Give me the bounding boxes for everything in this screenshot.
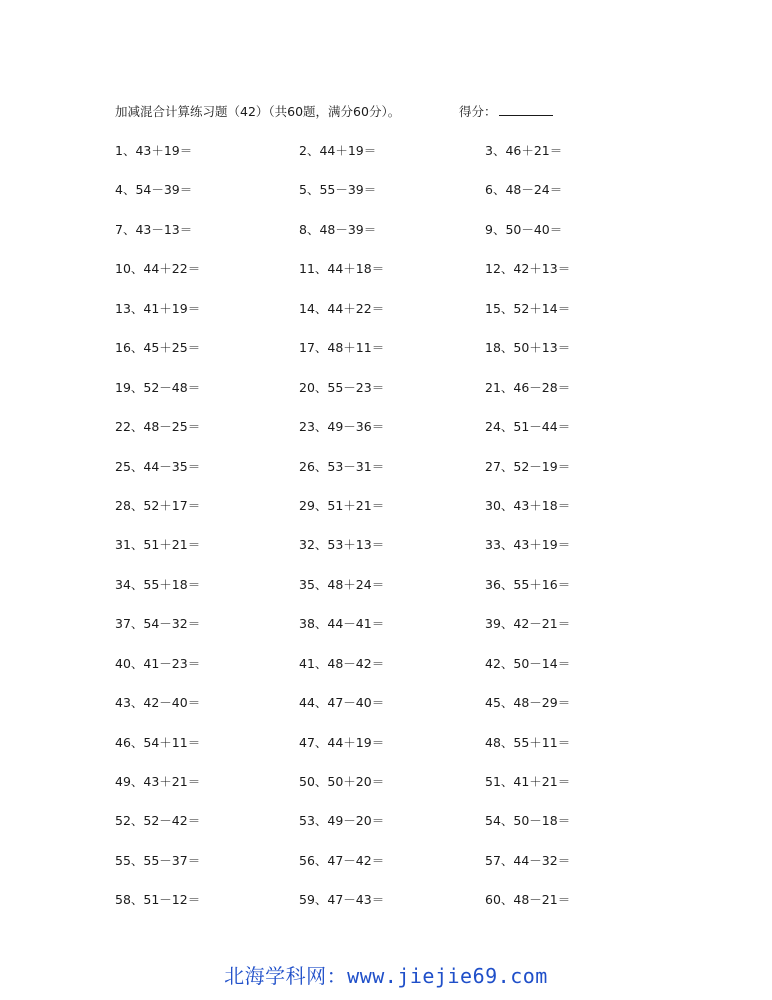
problem-item: 42、50－14＝ bbox=[485, 655, 571, 671]
problem-item: 13、41＋19＝ bbox=[115, 300, 201, 316]
problem-item: 8、48－39＝ bbox=[299, 221, 377, 237]
problem-item: 49、43＋21＝ bbox=[115, 774, 201, 789]
problem-item: 41、48－42＝ bbox=[299, 655, 385, 671]
problem-item: 38、44－41＝ bbox=[299, 616, 385, 632]
problem-item: 56、47－42＝ bbox=[299, 852, 385, 868]
problem-item: 40、41－23＝ bbox=[115, 655, 201, 671]
problem-item: 53、49－20＝ bbox=[299, 813, 385, 829]
problem-item: 36、55＋16＝ bbox=[485, 576, 571, 592]
problem-item: 27、52－19＝ bbox=[485, 458, 571, 474]
problem-item: 50、50＋20＝ bbox=[299, 774, 385, 789]
problem-item: 10、44＋22＝ bbox=[115, 261, 201, 277]
problem-item: 6、48－24＝ bbox=[485, 182, 563, 198]
problem-item: 39、42－21＝ bbox=[485, 616, 571, 632]
problem-item: 52、52－42＝ bbox=[115, 813, 201, 829]
problem-item: 19、52－48＝ bbox=[115, 379, 201, 395]
problem-item: 37、54－32＝ bbox=[115, 616, 201, 632]
problem-item: 32、53＋13＝ bbox=[299, 537, 385, 553]
problem-item: 28、52＋17＝ bbox=[115, 497, 201, 513]
problem-grid bbox=[115, 139, 675, 928]
score-blank bbox=[499, 102, 553, 116]
problem-item: 44、47－40＝ bbox=[299, 695, 385, 711]
problem-item: 14、44＋22＝ bbox=[299, 300, 385, 316]
problem-item: 21、46－28＝ bbox=[485, 379, 571, 395]
problem-item: 43、42－40＝ bbox=[115, 695, 201, 711]
problem-item: 26、53－31＝ bbox=[299, 458, 385, 474]
footer-url: www.jiejie69.com bbox=[347, 964, 548, 988]
score-label: 得分： bbox=[459, 104, 497, 119]
problem-item: 33、43＋19＝ bbox=[485, 537, 571, 553]
problem-item: 15、52＋14＝ bbox=[485, 300, 571, 316]
problem-item: 35、48＋24＝ bbox=[299, 576, 385, 592]
problem-item: 45、48－29＝ bbox=[485, 695, 571, 711]
problem-item: 5、55－39＝ bbox=[299, 182, 377, 198]
problem-item: 20、55－23＝ bbox=[299, 379, 385, 395]
problem-item: 11、44＋18＝ bbox=[299, 261, 385, 277]
problem-item: 17、48＋11＝ bbox=[299, 340, 385, 356]
problem-item: 29、51＋21＝ bbox=[299, 497, 385, 513]
problem-item: 22、48－25＝ bbox=[115, 419, 201, 435]
problem-item: 46、54＋11＝ bbox=[115, 734, 201, 750]
problem-item: 12、42＋13＝ bbox=[485, 261, 571, 277]
problem-item: 30、43＋18＝ bbox=[485, 497, 571, 513]
problem-item: 51、41＋21＝ bbox=[485, 774, 571, 789]
problem-item: 3、46＋21＝ bbox=[485, 143, 563, 158]
problem-item: 34、55＋18＝ bbox=[115, 576, 201, 592]
footer-watermark bbox=[0, 962, 772, 990]
problem-item: 47、44＋19＝ bbox=[299, 734, 385, 750]
problem-item: 9、50－40＝ bbox=[485, 221, 563, 237]
problem-item: 24、51－44＝ bbox=[485, 419, 571, 435]
score-field bbox=[459, 102, 553, 122]
problem-item: 31、51＋21＝ bbox=[115, 537, 201, 553]
footer-site-name: 北海学科网： bbox=[224, 964, 348, 988]
worksheet-title: 加减混合计算练习题（42）（共60题，满分60分）。 bbox=[115, 104, 401, 119]
problem-item: 1、43＋19＝ bbox=[115, 143, 193, 158]
problem-item: 2、44＋19＝ bbox=[299, 143, 377, 158]
problem-item: 16、45＋25＝ bbox=[115, 340, 201, 356]
problem-item: 57、44－32＝ bbox=[485, 852, 571, 868]
problem-item: 60、48－21＝ bbox=[485, 892, 571, 908]
problem-item: 59、47－43＝ bbox=[299, 892, 385, 908]
problem-item: 48、55＋11＝ bbox=[485, 734, 571, 750]
problem-item: 58、51－12＝ bbox=[115, 892, 201, 908]
problem-item: 23、49－36＝ bbox=[299, 419, 385, 435]
problem-item: 55、55－37＝ bbox=[115, 852, 201, 868]
problem-item: 25、44－35＝ bbox=[115, 458, 201, 474]
problem-item: 4、54－39＝ bbox=[115, 182, 193, 198]
worksheet-header bbox=[115, 102, 675, 122]
problem-item: 18、50＋13＝ bbox=[485, 340, 571, 356]
problem-item: 54、50－18＝ bbox=[485, 813, 571, 829]
problem-item: 7、43－13＝ bbox=[115, 221, 193, 237]
